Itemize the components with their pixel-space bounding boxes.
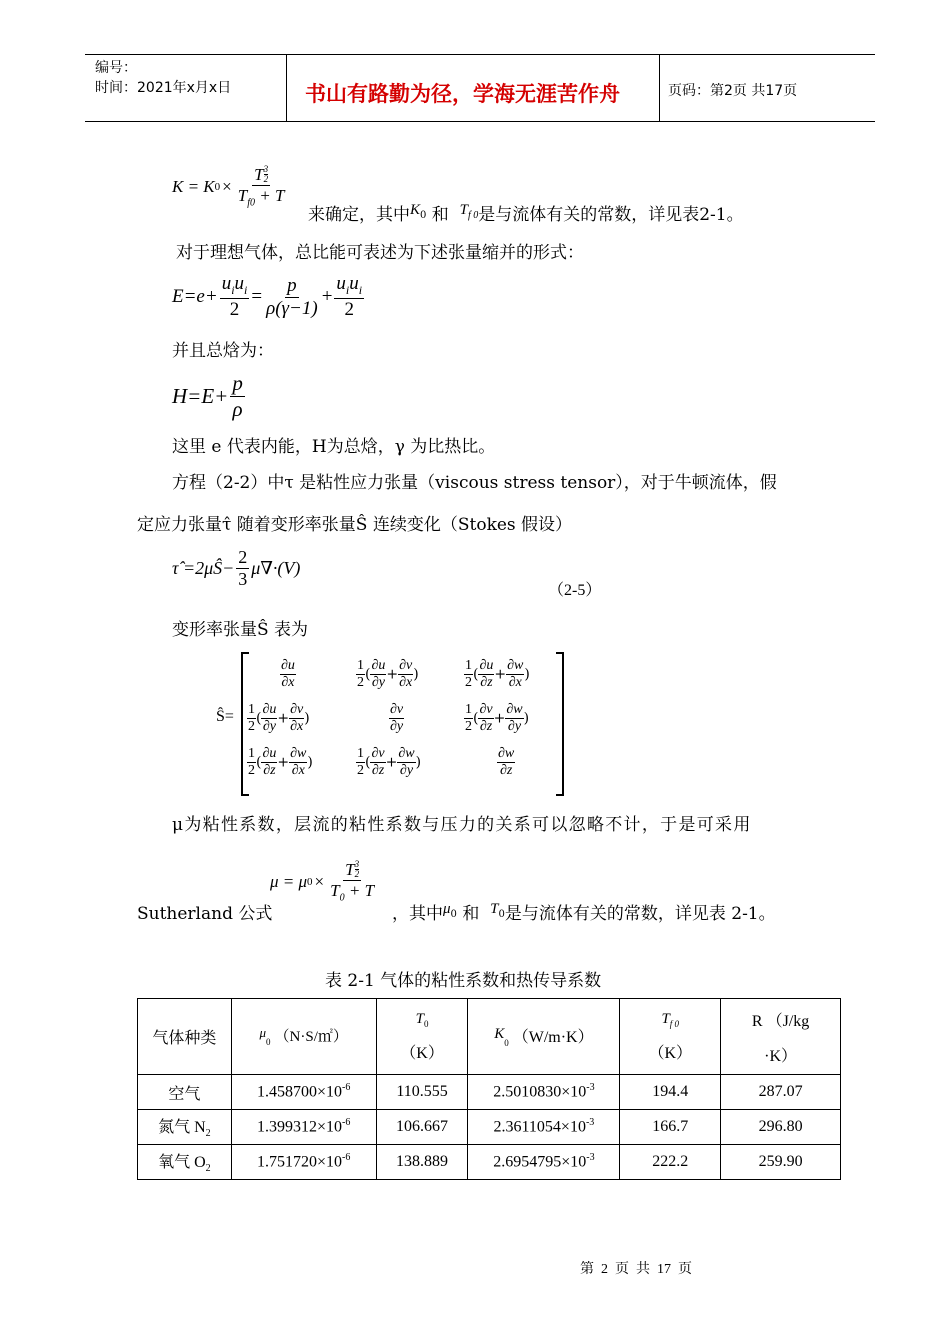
formula-k-fraction bbox=[236, 165, 287, 208]
sutherland-label: Sutherland 公式 bbox=[137, 904, 273, 924]
sutherland-text bbox=[392, 899, 776, 924]
gas-properties-table bbox=[137, 998, 841, 1180]
enthalpy-intro: 并且总焓为： bbox=[172, 341, 274, 361]
m21-a-num: ∂u bbox=[262, 702, 277, 717]
formula-h-den: ρ bbox=[232, 396, 243, 421]
m11-den: ∂x bbox=[281, 675, 295, 690]
sutherland-mu0-sub: 0 bbox=[450, 909, 457, 920]
formula-h-frac bbox=[230, 371, 245, 420]
sutherland-t0-sub: 0 bbox=[498, 909, 505, 920]
sutherland-den: T bbox=[330, 880, 340, 900]
cell-tf0: 222.2 bbox=[652, 1153, 689, 1170]
matrix-lhs: Ŝ= bbox=[216, 708, 234, 725]
th-k0 bbox=[468, 999, 620, 1075]
m13-half-den: 2 bbox=[465, 675, 472, 690]
m21-a-den: ∂y bbox=[262, 719, 276, 734]
cell-r: 296.80 bbox=[758, 1118, 803, 1135]
cell-r: 287.07 bbox=[758, 1083, 803, 1100]
formula-tau-rhs: μ∇·(V) bbox=[251, 557, 301, 578]
cell-mu: 1.458700×10 bbox=[257, 1083, 343, 1101]
cell-k: 2.3611054×10 bbox=[493, 1118, 586, 1136]
text-k-and: 和 bbox=[431, 205, 449, 225]
header-divider-right bbox=[659, 54, 660, 122]
cell-r: 259.90 bbox=[758, 1153, 803, 1170]
header-bottom-rule bbox=[85, 121, 875, 122]
sutherland-formula bbox=[270, 846, 378, 918]
formula-e-i2: i bbox=[244, 283, 248, 298]
m32-half-den: 2 bbox=[357, 763, 364, 778]
m13-a-den: ∂z bbox=[480, 675, 493, 690]
cell-mu: 1.751720×10 bbox=[257, 1153, 343, 1171]
stress-line-2: 定应力张量τ̂ 随着变形率张量Ŝ 连续变化（Stokes 假设） bbox=[137, 515, 573, 535]
formula-h-num: p bbox=[232, 371, 243, 396]
m31-a-num: ∂u bbox=[262, 746, 277, 761]
cell-gas: 氮气 N bbox=[158, 1119, 206, 1137]
th-gas-label: 气体种类 bbox=[152, 1030, 217, 1047]
stress-line-1: 方程（2-2）中τ 是粘性应力张量（viscous stress tensor），对于牛顿流体，假 bbox=[172, 473, 777, 493]
m11-num: ∂u bbox=[281, 658, 295, 673]
formula-tau bbox=[172, 542, 300, 594]
m23-b-den: ∂y bbox=[507, 719, 522, 734]
m23-a-den: ∂z bbox=[479, 719, 493, 734]
m32-b-den: ∂y bbox=[399, 763, 414, 778]
formula-k-den-plus: + T bbox=[255, 185, 285, 205]
m12-plus: + bbox=[386, 666, 399, 683]
cell-mu: 1.399312×10 bbox=[257, 1118, 343, 1136]
header-code-label: 编号： bbox=[95, 60, 137, 76]
formula-k-num: T bbox=[254, 165, 264, 185]
formula-k-sub: 0 bbox=[214, 181, 221, 193]
formula-e-u2: u bbox=[234, 273, 245, 295]
matrix-cell-32: $\frac{1}{2}$ ( $\frac{\partial v}{\partial z}$ + $\frac{\partial w}{\partial y}$ ) bbox=[357, 746, 422, 778]
ideal-gas-line: 对于理想气体，总比能可表述为下述张量缩并的形式： bbox=[176, 243, 584, 263]
m23-plus: + bbox=[493, 710, 506, 727]
th-k0-symbol: K bbox=[494, 1026, 505, 1043]
sutherland-and: 和 bbox=[462, 904, 480, 924]
formula-e-lhs: E=e+ bbox=[172, 286, 218, 307]
formula-e-eq: = bbox=[251, 286, 263, 307]
table-row bbox=[138, 1075, 841, 1110]
header-top-rule bbox=[85, 54, 875, 55]
cell-t0: 110.555 bbox=[396, 1083, 448, 1100]
th-tf0-sub: f 0 bbox=[669, 1019, 680, 1030]
sutherland-exp-den: 2 bbox=[354, 869, 360, 880]
sutherland-p1: ，其中 bbox=[392, 904, 443, 924]
formula-h bbox=[172, 368, 247, 424]
text-k-k0-sub: 0 bbox=[420, 210, 427, 221]
cell-k-exp: -3 bbox=[585, 1117, 595, 1129]
m31-plus: + bbox=[277, 754, 290, 771]
cell-gas-sub: 2 bbox=[205, 1163, 211, 1175]
th-k0-unit: （W/m·K） bbox=[512, 1029, 594, 1047]
sutherland-mu0: μ bbox=[443, 901, 451, 917]
sutherland-num: T bbox=[345, 860, 355, 880]
m32-a-num: ∂v bbox=[371, 746, 385, 761]
cell-mu-exp: -6 bbox=[342, 1117, 351, 1129]
explain-line: 这里 e 代表内能，H为总焓，γ 为比热比。 bbox=[172, 437, 496, 457]
cell-tf0: 166.7 bbox=[652, 1118, 689, 1135]
m23-half-den: 2 bbox=[465, 719, 472, 734]
matrix-cell-23: $\frac{1}{2}$ ( $\frac{\partial v}{\partial z}$ + $\frac{\partial w}{\partial y}$ ) bbox=[465, 702, 530, 734]
th-r-line1: R （J/kg bbox=[751, 1012, 810, 1030]
header-page-label: 页码：第2页 共17页 bbox=[668, 83, 798, 99]
sutherland-t0: T bbox=[490, 901, 499, 917]
formula-e-u4: u bbox=[349, 273, 359, 295]
formula-e-i3: i bbox=[345, 283, 350, 298]
table-row bbox=[138, 1145, 841, 1180]
matrix-cell-13: $\frac{1}{2}$ ( $\frac{\partial u}{\partial z}$ + $\frac{\partial w}{\partial x}$ ) bbox=[465, 658, 530, 690]
m13-a-num: ∂u bbox=[479, 658, 494, 673]
formula-k-times: × bbox=[222, 177, 232, 196]
equation-number: （2-5） bbox=[548, 582, 602, 599]
sutherland-p2: 是与流体有关的常数，详见表 2-1。 bbox=[504, 904, 776, 924]
strain-intro: 变形率张量Ŝ 表为 bbox=[172, 620, 309, 640]
text-k-k0: K bbox=[410, 202, 421, 218]
sutherland-den-sub: 0 bbox=[339, 892, 345, 904]
th-mu0-sub: 0 bbox=[266, 1037, 271, 1048]
m21-b-den: ∂x bbox=[290, 719, 304, 734]
formula-e-d3: 2 bbox=[344, 298, 354, 320]
formula-e-d1: 2 bbox=[229, 298, 240, 320]
formula-e-u3: u bbox=[336, 273, 346, 295]
m21-b-num: ∂v bbox=[290, 702, 304, 717]
m31-half-num: 1 bbox=[248, 746, 255, 761]
m12-half-den: 2 bbox=[357, 675, 364, 690]
th-r-line2: ·K） bbox=[764, 1047, 798, 1065]
text-k-p2: 是与流体有关的常数，详见表2-1。 bbox=[478, 205, 744, 225]
page-footer: 第 2 页 共 17 页 bbox=[580, 1262, 692, 1277]
m31-b-den: ∂x bbox=[291, 763, 305, 778]
header-motto: 书山有路勤为径，学海无涯苦作舟 bbox=[305, 82, 620, 106]
th-gas bbox=[138, 999, 232, 1075]
formula-e-p: p bbox=[287, 274, 297, 296]
m32-plus: + bbox=[385, 754, 398, 771]
th-t0-unit: （K） bbox=[400, 1044, 444, 1062]
formula-e-d2: ρ(γ−1) bbox=[266, 297, 318, 319]
m23-a-num: ∂v bbox=[479, 702, 493, 717]
mu-line: μ为粘性系数，层流的粘性系数与压力的关系可以忽略不计，于是可采用 bbox=[172, 815, 752, 835]
sutherland-times: × bbox=[314, 872, 325, 891]
matrix-bracket-right bbox=[556, 652, 564, 796]
formula-e bbox=[172, 270, 366, 324]
sutherland-sub: 0 bbox=[307, 876, 313, 888]
m23-b-num: ∂w bbox=[506, 702, 523, 717]
formula-tau-lhs: τ̂ =2μŜ− bbox=[172, 557, 235, 578]
matrix-cell-11 bbox=[280, 658, 296, 691]
th-mu0-unit: （N·S/㎡） bbox=[274, 1029, 348, 1046]
cell-tf0: 194.4 bbox=[652, 1083, 689, 1100]
cell-k: 2.6954795×10 bbox=[493, 1153, 587, 1171]
th-tf0-unit: （K） bbox=[648, 1044, 693, 1062]
matrix-cell-21: $\frac{1}{2}$ ( $\frac{\partial u}{\partial y}$ + $\frac{\partial v}{\partial x}$ ) bbox=[248, 702, 310, 734]
cell-gas-sub: 2 bbox=[205, 1128, 211, 1140]
formula-k-lhs: K = K bbox=[172, 177, 215, 196]
cell-t0: 106.667 bbox=[396, 1118, 449, 1135]
cell-t0: 138.889 bbox=[396, 1153, 449, 1170]
formula-tau-den: 3 bbox=[238, 568, 248, 589]
formula-e-i4: i bbox=[358, 283, 363, 298]
formula-k-den: T bbox=[237, 185, 248, 205]
formula-k bbox=[172, 152, 288, 222]
text-k-tf0-sub: f 0 bbox=[467, 210, 479, 221]
m13-b-den: ∂x bbox=[508, 675, 522, 690]
th-t0-sub: 0 bbox=[423, 1019, 429, 1030]
m12-half-num: 1 bbox=[357, 658, 364, 673]
table-row bbox=[138, 1110, 841, 1145]
m32-half-num: 1 bbox=[357, 746, 364, 761]
m12-a-num: ∂u bbox=[371, 658, 386, 673]
m21-half-den: 2 bbox=[248, 719, 255, 734]
matrix-cell-33 bbox=[497, 746, 515, 779]
m31-a-den: ∂z bbox=[263, 763, 276, 778]
text-k-p1: 来确定，其中 bbox=[308, 205, 410, 225]
sutherland-fraction bbox=[328, 860, 376, 903]
formula-k-exp-den: 2 bbox=[263, 174, 269, 185]
text-k-tf0: T bbox=[459, 202, 468, 218]
sutherland-exp-num: 3 bbox=[354, 859, 360, 870]
formula-tau-num: 2 bbox=[238, 546, 248, 567]
formula-h-lhs: H=E+ bbox=[172, 383, 229, 408]
sutherland-lhs: μ = μ bbox=[270, 872, 308, 891]
cell-gas: 空气 bbox=[168, 1085, 201, 1103]
table-caption: 表 2-1 气体的粘性系数和热传导系数 bbox=[325, 971, 602, 991]
th-r bbox=[721, 999, 841, 1075]
m21-plus: + bbox=[277, 710, 290, 727]
th-tf0-symbol: T bbox=[661, 1011, 670, 1028]
th-t0 bbox=[376, 999, 468, 1075]
text-k bbox=[308, 200, 744, 225]
formula-e-frac3 bbox=[334, 273, 364, 320]
m32-b-num: ∂w bbox=[398, 746, 415, 761]
formula-k-exp-num: 3 bbox=[263, 164, 269, 175]
cell-k-exp: -3 bbox=[586, 1152, 595, 1164]
m13-half-num: 1 bbox=[465, 658, 472, 673]
formula-e-i1: i bbox=[231, 283, 235, 298]
th-mu0 bbox=[231, 999, 376, 1075]
m13-plus: + bbox=[494, 666, 507, 683]
formula-e-frac1 bbox=[220, 273, 250, 320]
matrix-cell-31: $\frac{1}{2}$ ( $\frac{\partial u}{\partial z}$ + $\frac{\partial w}{\partial x}$ ) bbox=[248, 746, 313, 778]
m12-a-den: ∂y bbox=[371, 675, 385, 690]
m31-b-num: ∂w bbox=[290, 746, 307, 761]
cell-mu-exp: -6 bbox=[342, 1082, 351, 1094]
m33-den: ∂z bbox=[499, 763, 513, 778]
m22-num: ∂v bbox=[390, 702, 404, 717]
m32-a-den: ∂z bbox=[371, 763, 385, 778]
formula-tau-frac bbox=[236, 547, 249, 589]
matrix-cell-12: $\frac{1}{2}$ ( $\frac{\partial u}{\partial y}$ + $\frac{\partial v}{\partial x}$ ) bbox=[357, 658, 419, 690]
m21-half-num: 1 bbox=[248, 702, 255, 717]
m13-b-num: ∂w bbox=[507, 658, 524, 673]
header-time-label: 时间：2021年x月x日 bbox=[95, 80, 232, 96]
cell-gas: 氧气 O bbox=[158, 1154, 206, 1172]
formula-e-plus: + bbox=[321, 286, 333, 307]
matrix-cell-22 bbox=[389, 702, 404, 735]
m12-b-num: ∂v bbox=[399, 658, 413, 673]
header-divider-left bbox=[286, 54, 287, 122]
th-k0-sub: 0 bbox=[504, 1038, 509, 1049]
m33-num: ∂w bbox=[498, 746, 515, 761]
table-header-row bbox=[138, 999, 841, 1075]
cell-mu-exp: -6 bbox=[342, 1152, 351, 1164]
formula-e-frac2 bbox=[264, 275, 320, 320]
formula-k-den-sub: f0 bbox=[247, 197, 255, 209]
m23-half-num: 1 bbox=[465, 702, 472, 717]
formula-e-u1: u bbox=[221, 273, 232, 295]
th-tf0 bbox=[620, 999, 721, 1075]
m12-b-den: ∂x bbox=[399, 675, 413, 690]
th-t0-symbol: T bbox=[415, 1011, 424, 1028]
sutherland-den-plus: + T bbox=[344, 880, 375, 900]
m31-half-den: 2 bbox=[248, 763, 255, 778]
cell-k-exp: -3 bbox=[586, 1082, 595, 1094]
th-mu0-symbol: μ bbox=[259, 1025, 267, 1041]
m22-den: ∂y bbox=[390, 719, 404, 734]
cell-k: 2.5010830×10 bbox=[493, 1083, 587, 1101]
